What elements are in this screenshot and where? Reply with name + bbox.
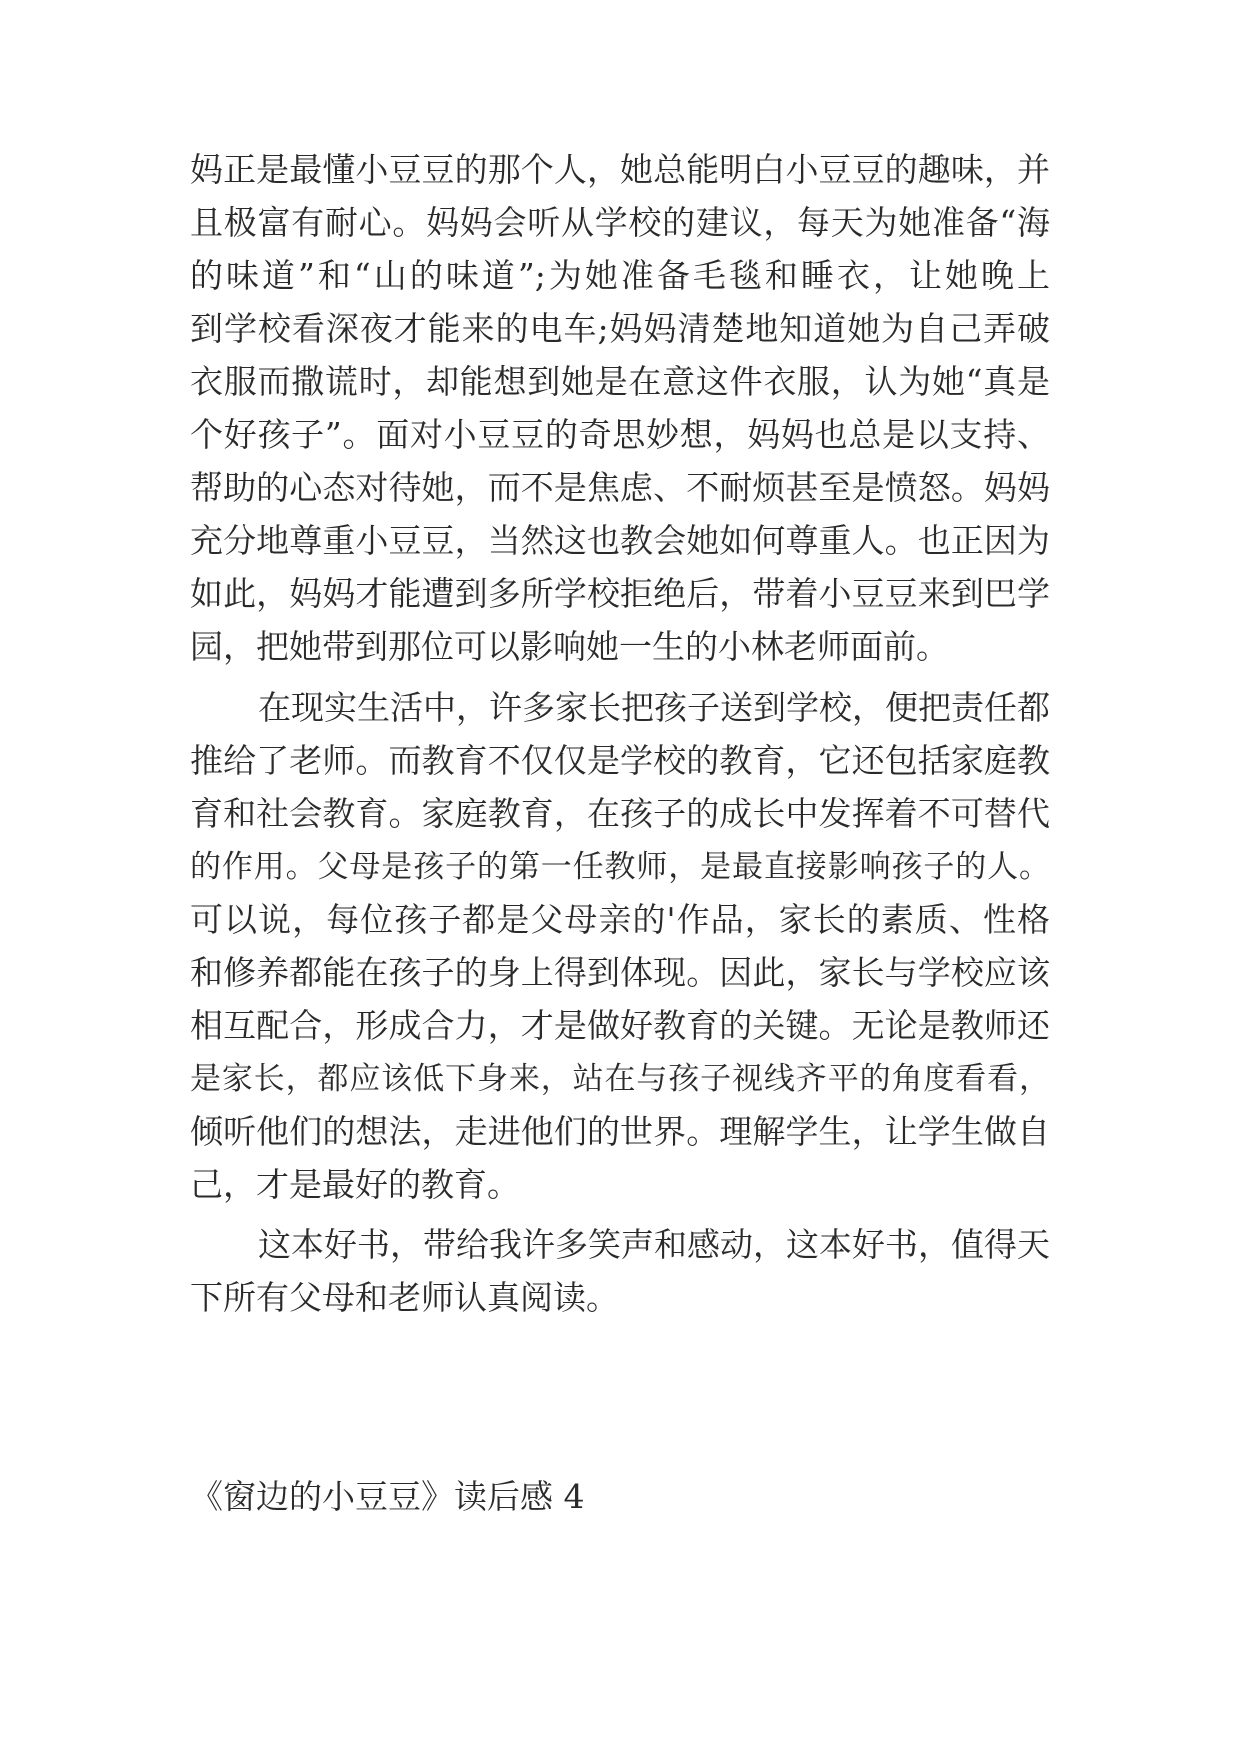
paragraph-2-line-1: 在现实生活中，许多家长把孩子送到学校，便把责任都 [258, 688, 1050, 727]
section-heading: 《窗边的小豆豆》读后感 4 [190, 1477, 585, 1516]
paragraph-1-line-8: 充分地尊重小豆豆，当然这也教会她如何尊重人。也正因为 [190, 521, 1050, 560]
paragraph-1-line-10: 园，把她带到那位可以影响她一生的小林老师面前。 [190, 627, 949, 666]
paragraph-2-line-8: 是家长，都应该低下身来，站在与孩子视线齐平的角度看看， [190, 1061, 1050, 1097]
paragraph-1-line-9: 如此，妈妈才能遭到多所学校拒绝后，带着小豆豆来到巴学 [190, 574, 1050, 613]
paragraph-1-line-1: 妈正是最懂小豆豆的那个人，她总能明白小豆豆的趣味，并 [190, 150, 1050, 189]
paragraph-2-line-3: 育和社会教育。家庭教育，在孩子的成长中发挥着不可替代 [190, 794, 1050, 833]
paragraph-2-line-9: 倾听他们的想法，走进他们的世界。理解学生，让学生做自 [190, 1112, 1050, 1151]
paragraph-1-line-7: 帮助的心态对待她，而不是焦虑、不耐烦甚至是愤怒。妈妈 [190, 468, 1050, 507]
paragraph-1-line-3: 的味道”和“山的味道”;为她准备毛毯和睡衣，让她晚上 [190, 256, 1050, 295]
paragraph-1-line-5: 衣服而撒谎时，却能想到她是在意这件衣服，认为她“真是 [190, 362, 1050, 401]
paragraph-3-line-1: 这本好书，带给我许多笑声和感动，这本好书，值得天 [258, 1225, 1050, 1264]
paragraph-2-line-5: 可以说，每位孩子都是父母亲的'作品，家长的素质、性格 [190, 900, 1050, 939]
paragraph-2-line-10: 己，才是最好的教育。 [190, 1165, 520, 1204]
paragraph-2-line-6: 和修养都能在孩子的身上得到体现。因此，家长与学校应该 [190, 953, 1050, 992]
paragraph-2-line-4: 的作用。父母是孩子的第一任教师，是最直接影响孩子的人。 [190, 849, 1050, 885]
paragraph-1-line-6: 个好孩子”。面对小豆豆的奇思妙想，妈妈也总是以支持、 [190, 415, 1050, 454]
paragraph-1-line-2: 且极富有耐心。妈妈会听从学校的建议，每天为她准备“海 [190, 203, 1050, 242]
paragraph-2-line-7: 相互配合，形成合力，才是做好教育的关键。无论是教师还 [190, 1006, 1050, 1045]
paragraph-1-line-4: 到学校看深夜才能来的电车;妈妈清楚地知道她为自己弄破 [190, 309, 1050, 348]
paragraph-3-line-2: 下所有父母和老师认真阅读。 [190, 1278, 619, 1317]
paragraph-2-line-2: 推给了老师。而教育不仅仅是学校的教育，它还包括家庭教 [190, 741, 1050, 780]
